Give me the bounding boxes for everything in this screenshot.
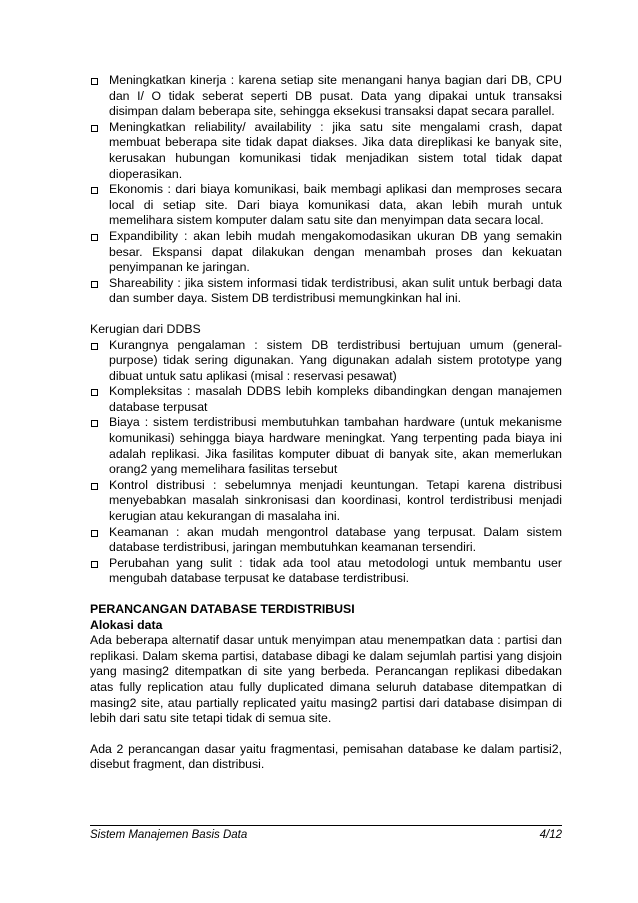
list-item-text: Expandibility : akan lebih mudah mengakomodasikan ukuran DB yang semakin besar. Ekspansi dapat dilakukan dengan menambah proses dan kekuatan penyimpanan ke jaringan. [109,228,562,275]
square-bullet-icon [91,125,98,132]
list-item [90,556,562,587]
list-item-text: Shareability : jika sistem informasi tidak terdistribusi, akan sulit untuk berbagi data dan sumber daya. Sistem DB terdistribusi memungkinkan hal ini. [109,275,562,306]
list-item-text: Meningkatkan kinerja : karena setiap site menangani hanya bagian dari DB, CPU dan I/ O tidak seberat seperti DB pusat. Data yang dipakai untuk transaksi disimpan dalam beberapa site, sehingga eksekusi transaksi dapat secara parallel. [109,73,562,119]
list-item-text: Kontrol distribusi : sebelumnya menjadi keuntungan. Tetapi karena distribusi menyebabkan masalah sinkronisasi dan koordinasi, kontrol terdistribusi menjadi kerugian atau kekurangan di masalaha ini. [109,477,562,524]
square-bullet-icon [91,187,98,194]
square-bullet-icon [91,483,98,490]
disadvantages-list [90,338,562,588]
list-item [90,182,562,229]
subsection-heading: Alokasi data [90,617,163,632]
page-content [90,73,562,773]
list-item [90,229,562,276]
page-number: 4/12 [539,829,562,841]
list-item-text: Ekonomis : dari biaya komunikasi, baik membagi aplikasi dan memproses secara local di setiap site. Dari biaya komunikasi data, akan lebih murah untuk memelihara sistem komputer dalam satu site dan menyimpan data secara local. [109,182,562,228]
square-bullet-icon [91,389,98,396]
paragraph-allocation: Ada beberapa alternatif dasar untuk menyimpan atau menempatkan data : partisi dan replikasi. Dalam skema partisi, database dibagi ke dalam sejumlah partisi yang disjoin yang masing2 ditempatkan di site yang berbeda. Perancangan replikasi dibedakan atas fully replication atau fully duplicated dimana seluruh database ditempatkan di masing2 site, atau partially replicated yaitu masing2 partisi dari database disimpan di lebih dari satu site tetapi tidak di semua site. [90,633,562,726]
square-bullet-icon [91,234,98,241]
section-heading: PERANCANGAN DATABASE TERDISTRIBUSI [90,602,355,616]
footer-title: Sistem Manajemen Basis Data [90,829,248,841]
list-item-text: Biaya : sistem terdistribusi membutuhkan tambahan hardware (untuk mekanisme komunikasi) sehingga biaya hardware meningkat. Yang terpenting pada biaya ini adalah replikasi. Jika fasilitas komputer dibuat di banyak site, akan memerlukan orang2 yang memelihara fasilitas tersebut [109,415,562,477]
square-bullet-icon [91,78,98,85]
page-footer [90,825,562,844]
square-bullet-icon [91,561,98,568]
list-item [90,415,562,477]
list-item-text: Kurangnya pengalaman : sistem DB terdistribusi bertujuan umum (general-purpose) tidak sering digunakan. Yang digunakan adalah sistem prototype yang dibuat untuk satu aplikasi (misal : reservasi pesawat) [109,337,562,383]
square-bullet-icon [91,343,98,350]
square-bullet-icon [91,420,98,427]
list-item [90,384,562,415]
list-item [90,338,562,385]
square-bullet-icon [91,530,98,537]
advantages-list [90,73,562,307]
paragraph-design: Ada 2 perancangan dasar yaitu fragmentasi, pemisahan database ke dalam partisi2, disebut fragment, dan distribusi. [90,741,562,772]
list-item-text: Meningkatkan reliability/ availability : jika satu site mengalami crash, dapat membuat beberapa site tidak dapat diakses. Jika data direplikasi ke banyak site, kerusakan hubungan komunikasi tidak menjadikan sistem total tidak dapat dioperasikan. [109,119,562,181]
disadvantages-title: Kerugian dari DDBS [90,321,201,336]
list-item [90,276,562,307]
list-item [90,478,562,525]
list-item-text: Kompleksitas : masalah DDBS lebih kompleks dibandingkan dengan manajemen database terpusat [109,384,562,414]
list-item [90,73,562,120]
list-item [90,525,562,556]
square-bullet-icon [91,281,98,288]
list-item-text: Keamanan : akan mudah mengontrol database yang terpusat. Dalam sistem database terdistribusi, jaringan membutuhkan keamanan tersendiri. [109,524,562,555]
list-item-text: Perubahan yang sulit : tidak ada tool atau metodologi untuk membantu user mengubah database terpusat ke database terdistribusi. [109,555,562,586]
list-item [90,120,562,182]
